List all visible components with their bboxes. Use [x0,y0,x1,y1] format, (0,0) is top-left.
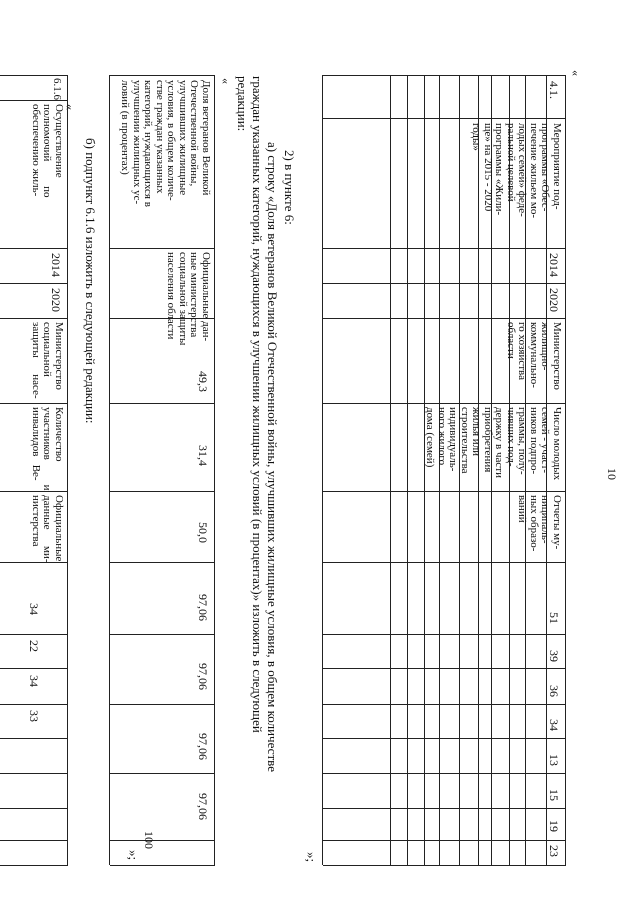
open-quote: « [569,70,583,76]
page-number: 10 [605,468,619,480]
item-2a-text: а) строку «Доля ветеранов Великой Отечественной войны, улучшивших жилищные условия, в общем количестве [265,142,280,772]
value-cell: 97,06 [196,663,210,690]
open-quote: « [63,104,77,110]
indicator: Число молодых семей - участ- ников подпро- граммы, полу- чивших под- держку в части приобретения жилья или строительства индивидуаль- ного жилого дома (семей) [423,407,563,481]
value-cell: 49,3 [196,371,210,392]
value-cell: 33 [27,710,41,722]
value-cell: 97,06 [196,733,210,760]
row-number: 6.1.6 [51,78,63,100]
value-cell: 23 [547,845,561,857]
year-from: 2014 [49,253,63,277]
value-cell: 15 [547,789,561,801]
value-cell: 97,06 [196,594,210,621]
value-cell: 39 [547,650,561,662]
close-quote: »; [126,850,141,861]
data-source: Официальные данные ми- нистерства [29,495,65,563]
open-quote: « [219,78,233,84]
item-2-heading: 2) в пункте 6: [282,150,297,225]
year-from: 2014 [547,253,561,277]
executor: Министерство жилищно- коммунально- го хозяйства области [504,322,563,390]
value-cell: 100 [142,831,156,849]
measure-name: Осуществление полномочий по обеспечению жиль- [29,104,65,198]
close-quote: »; [304,852,319,863]
value-cell: 34 [547,719,561,731]
value-cell: 34 [27,603,41,615]
item-2a-text-end: редакции: [235,76,250,132]
data-source: Отчеты му- ниципаль- ных образо- ваний [516,495,563,552]
indicator-name: Доля ветеранов Великой Отечественной войны, улучшивших жилищные условия, в общем количе- стве граждан указанных категорий, нуждающихся в улучшении жилищных ус- ловий (в процентах) [119,80,212,207]
indicator: Количество участников и инвалидов Ве- [29,407,65,491]
value-cell: 36 [547,685,561,697]
value-cell: 50,0 [196,522,210,543]
value-cell: 19 [547,820,561,832]
item-2a-text-cont: граждан указанных категорий, нуждающихся в улучшении жилищных условий (в процентах)» изложить в следующей [250,76,265,733]
executor: Министерство социальной защиты насе- [29,322,65,399]
value-cell: 22 [27,640,41,652]
item-2b-text: б) подпункт 6.1.6 изложить в следующей редакции: [83,138,98,424]
year-to: 2020 [49,288,63,312]
value-cell: 31,4 [196,445,210,466]
data-source: Официальные дан- ные министерства социальной защиты населения области [165,252,212,346]
value-cell: 34 [27,675,41,687]
year-to: 2020 [547,288,561,312]
value-cell: 97,06 [196,793,210,820]
measure-name: Мероприятие под- программы «Обес- печение жильем мо- лодых семей» феде- ральной целевой программы «Жили- ще» на 2015 - 2020 годы» [470,123,563,219]
row-number: 4.1. [547,81,561,99]
value-cell: 51 [547,612,561,624]
value-cell: 13 [547,754,561,766]
